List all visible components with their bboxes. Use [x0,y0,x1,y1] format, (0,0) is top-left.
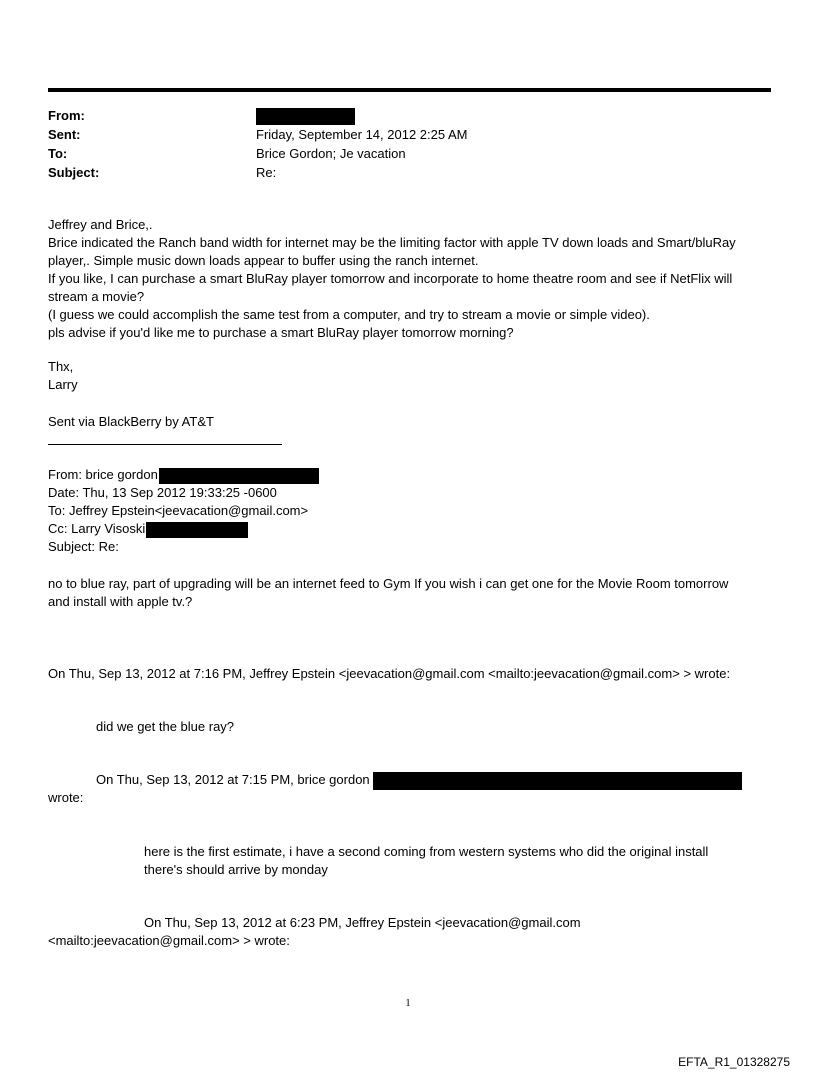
quote-separator [48,444,282,445]
email-body [48,216,778,342]
sent-value: Friday, September 14, 2012 2:25 AM [256,127,468,142]
signature: Larry [48,377,78,392]
attribution-3-wrote [48,789,778,807]
quoted-cc [48,520,778,538]
quoted-header-1 [48,466,778,556]
email-header [48,107,768,183]
to-label: To: [48,146,68,161]
quoted-msg3-line2: there's should arrive by monday [144,862,328,877]
document-id: EFTA_R1_01328275 [678,1055,790,1069]
subject-row [48,164,768,183]
redaction-block [373,772,742,790]
attribution-4-line2: <mailto:jeevacation@gmail.com> > wrote: [48,933,290,948]
quoted-attribution-3 [96,771,742,789]
sent-via [48,413,778,431]
quoted-cc-text: Cc: Larry Visoski [48,521,146,536]
quoted-message-3 [144,843,708,879]
quoted-subject: Subject: Re: [48,539,119,554]
sent-label: Sent: [48,127,81,142]
quoted-from-text: From: brice gordon [48,467,158,482]
redaction-block [146,522,248,538]
quoted-from [48,466,778,484]
signature-block [48,358,778,394]
sent-via-text: Sent via BlackBerry by AT&T [48,414,214,429]
quoted-msg1-line2: and install with apple tv.? [48,594,193,609]
subject-label: Subject: [48,165,100,180]
sent-row [48,126,768,145]
page-number: 1 [405,997,411,1009]
quoted-date: Date: Thu, 13 Sep 2012 19:33:25 -0600 [48,485,277,500]
quoted-message-2 [96,718,234,736]
attribution-3-text: On Thu, Sep 13, 2012 at 7:15 PM, brice gordon [96,772,370,787]
body-para1-line1: Brice indicated the Ranch band width for internet may be the limiting factor with apple TV down loads and Smart/bluRay [48,235,736,250]
greeting: Jeffrey and Brice,. [48,217,153,232]
body-para3: (I guess we could accomplish the same test from a computer, and try to stream a movie or simple video). [48,307,650,322]
quoted-msg3-line1: here is the first estimate, i have a second coming from western systems who did the original install [144,844,709,859]
quoted-attribution-2 [48,665,778,683]
quoted-attribution-4-cont [48,932,778,950]
body-para4: pls advise if you'd like me to purchase a smart BluRay player tomorrow morning? [48,325,514,340]
body-para1-line2: player,. Simple music down loads appear to buffer using the ranch internet. [48,253,479,268]
from-value [256,107,355,125]
to-value: Brice Gordon; Je vacation [256,146,406,161]
thanks: Thx, [48,359,74,374]
redaction-block [256,108,355,125]
body-para2-line2: stream a movie? [48,289,145,304]
quoted-attribution-4 [144,914,581,932]
attribution-2-text: On Thu, Sep 13, 2012 at 7:16 PM, Jeffrey Epstein <jeevacation@gmail.com <mailto:jeevacation@gmail.com> > wrote: [48,666,731,681]
body-para2-line1: If you like, I can purchase a smart BluRay player tomorrow and incorporate to home theatre room and see if NetFlix will [48,271,733,286]
quoted-msg2-text: did we get the blue ray? [96,719,235,734]
subject-value: Re: [256,165,277,180]
redaction-block [159,468,319,484]
to-row [48,145,768,164]
attribution-4-line1: On Thu, Sep 13, 2012 at 6:23 PM, Jeffrey Epstein <jeevacation@gmail.com [144,915,581,930]
from-label: From: [48,108,85,123]
from-row [48,107,768,126]
quoted-msg1-line1: no to blue ray, part of upgrading will be an internet feed to Gym If you wish i can get one for the Movie Room tomorrow [48,576,729,591]
attribution-3-wrote-text: wrote: [48,790,84,805]
quoted-to: To: Jeffrey Epstein<jeevacation@gmail.com> [48,503,309,518]
attribution-3-line [96,771,742,789]
quoted-message-1 [48,575,778,611]
header-rule [48,88,771,92]
